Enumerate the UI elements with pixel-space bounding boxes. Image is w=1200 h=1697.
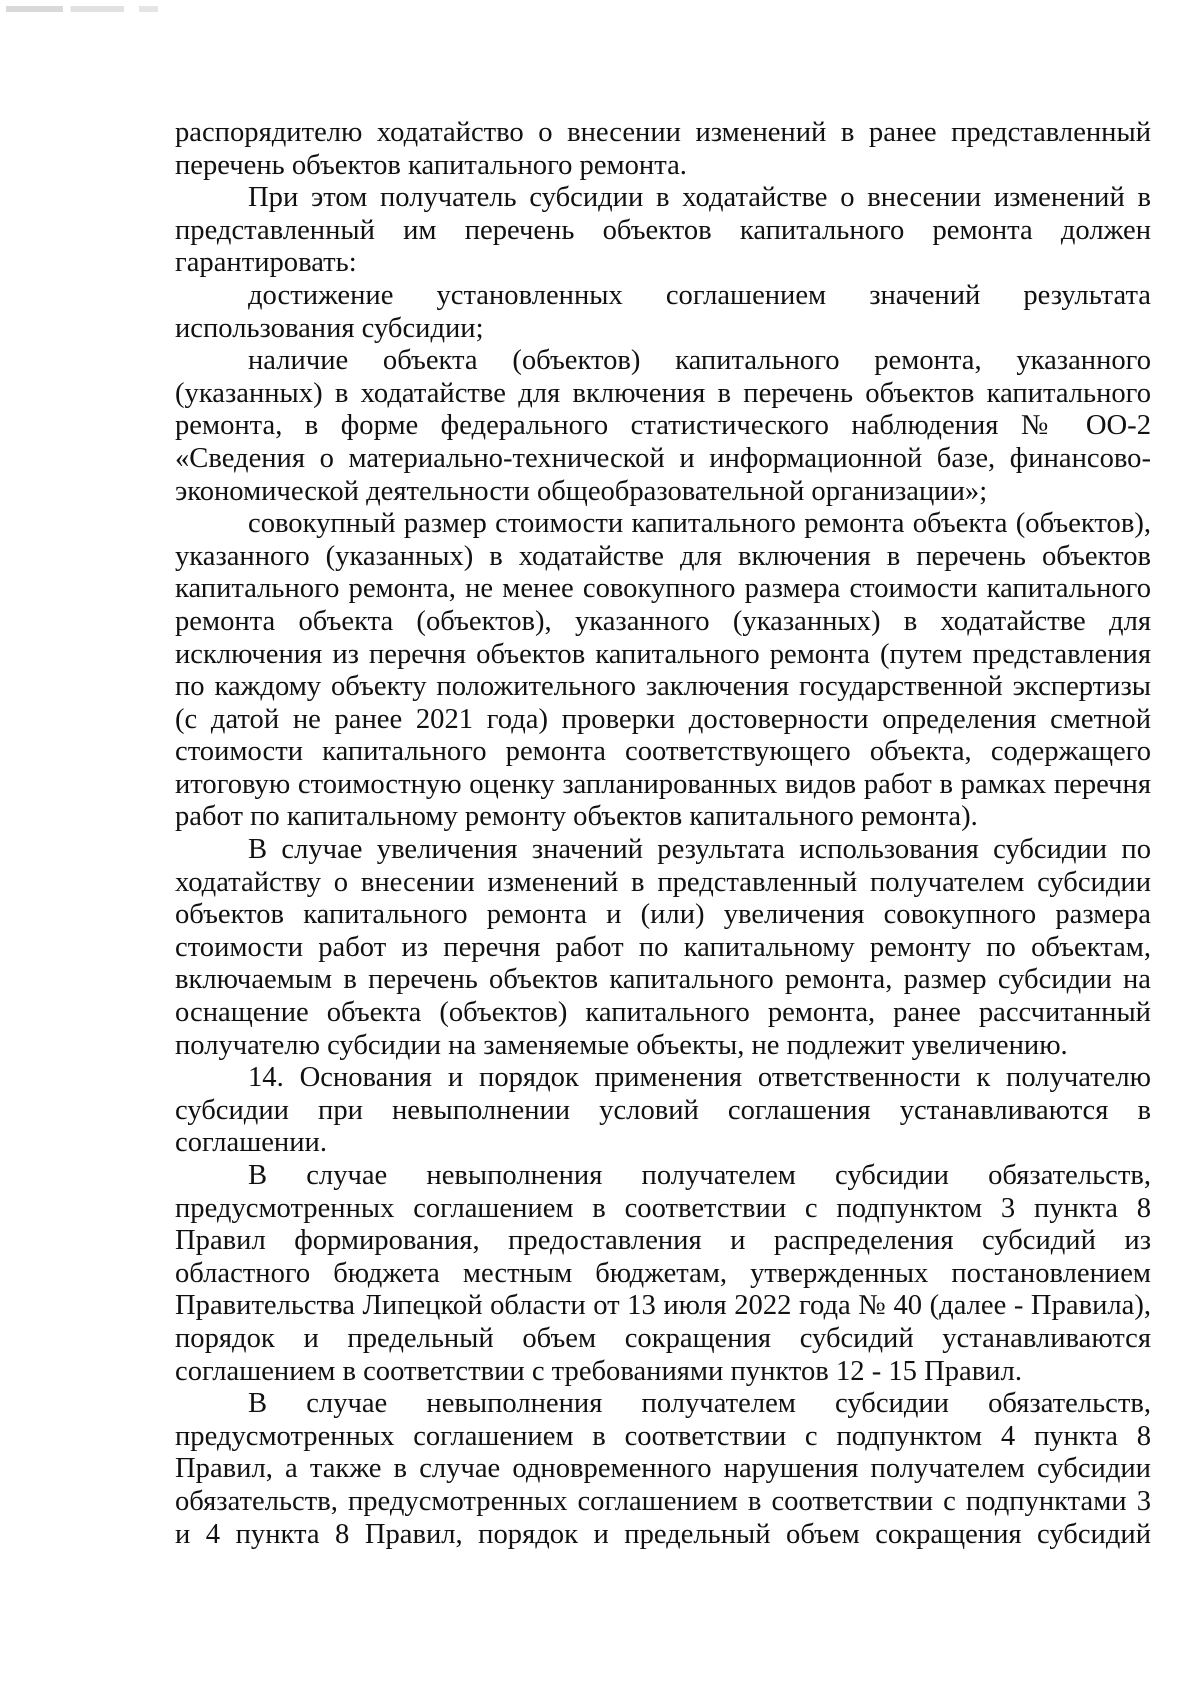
scan-artifact [6, 6, 196, 12]
paragraph-subpoint-4-violation: В случае невыполнения получателем субсидии обязательств, предусмотренных соглашением в соответствии с подпунктом 4 пункта 8 Правил, а также в случае одновременного нарушения получателем субсидии обязательств, предусмотренных соглашением в соответствии с подпунктами 3 и 4 пункта 8 Правил, порядок и предельный объем сокращения субсидий [175, 1388, 1151, 1550]
paragraph-guarantee-intro: При этом получатель субсидии в ходатайстве о внесении изменений в представленный им перечень объектов капитального ремонта должен гарантировать: [175, 182, 1151, 279]
paragraph-section-14: 14. Основания и порядок применения ответственности к получателю субсидии при невыполнении условий соглашения устанавливаются в соглашении. [175, 1062, 1151, 1159]
paragraph-result-achievement: достижение установленных соглашением значений результата использования субсидии; [175, 279, 1151, 344]
paragraph-subsidy-increase: В случае увеличения значений результата использования субсидии по ходатайству о внесении изменений в представленный получателем субсидии объектов капитального ремонта и (или) увеличения совокупного размера стоимости работ из перечня работ по капитальному ремонту по объектам, включаемым в перечень объектов капитального ремонта, размер субсидии на оснащение объекта (объектов) капитального ремонта, ранее рассчитанный получателю субсидии на заменяемые объекты, не подлежит увеличению. [175, 834, 1151, 1061]
paragraph-subpoint-3-violation: В случае невыполнения получателем субсидии обязательств, предусмотренных соглашением в соответствии с подпунктом 3 пункта 8 Правил формирования, предоставления и распределения субсидий из областного бюджета местным бюджетам, утвержденных постановлением Правительства Липецкой области от 13 июля 2022 года № 40 (далее - Правила), порядок и предельный объем сокращения субсидий устанавливаются соглашением в соответствии с требованиями пунктов 12 - 15 Правил. [175, 1160, 1151, 1387]
paragraph-object-presence: наличие объекта (объектов) капитального ремонта, указанного (указанных) в ходатайстве для включения в перечень объектов капитального ремонта, в форме федерального статистического наблюдения № ОО-2 «Сведения о материально-технической и информационной базе, финансово-экономической деятельности общеобразовательной организации»; [175, 345, 1151, 507]
document-body [175, 117, 1151, 1551]
paragraph-total-cost: совокупный размер стоимости капитального ремонта объекта (объектов), указанного (указанных) в ходатайстве для включения в перечень объектов капитального ремонта, не менее совокупного размера стоимости капитального ремонта объекта (объектов), указанного (указанных) в ходатайстве для исключения из перечня объектов капитального ремонта (путем представления по каждому объекту положительного заключения государственной экспертизы (с датой не ранее 2021 года) проверки достоверности определения сметной стоимости капитального ремонта соответствующего объекта, содержащего итоговую стоимостную оценку запланированных видов работ в рамках перечня работ по капитальному ремонту объектов капитального ремонта). [175, 508, 1151, 833]
paragraph-continuation: распорядителю ходатайство о внесении изменений в ранее представленный перечень объектов капитального ремонта. [175, 117, 1151, 181]
